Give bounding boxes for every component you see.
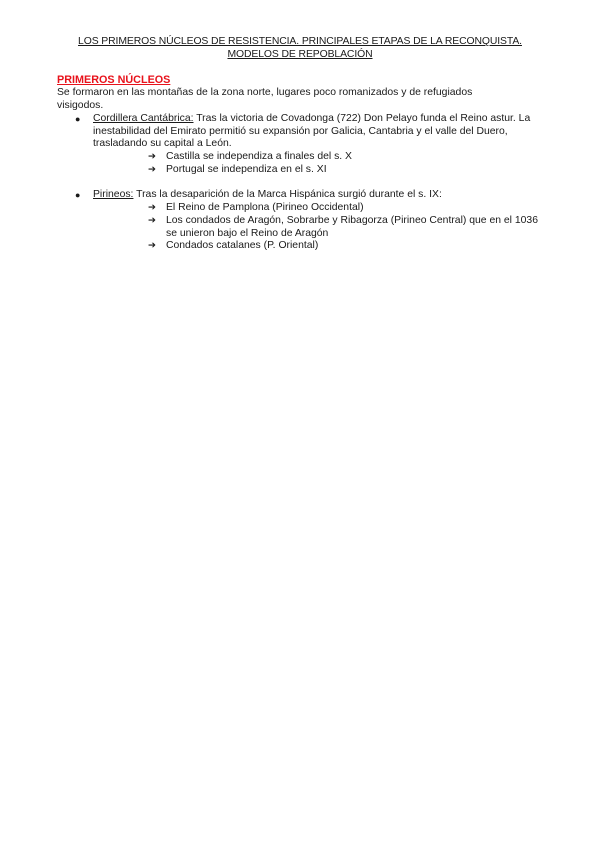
bullet-body: Tras la victoria de Covadonga (722) Don Pelayo funda el Reino astur. La inestabilidad del Emirato permitió su expansión por Galicia, Cantabria y el valle del Duero, trasladando su capital a León. <box>93 113 531 149</box>
bullet-text <box>93 113 548 151</box>
bullet-dot-icon: ● <box>75 190 81 200</box>
arrow-right-icon: ➔ <box>148 240 156 251</box>
bullet-body: Tras la desaparición de la Marca Hispánica surgió durante el s. IX: <box>133 189 442 200</box>
bullet-label: Pirineos: <box>93 189 134 200</box>
subitem-text: El Reino de Pamplona (Pirineo Occidental) <box>166 202 364 213</box>
subitem-text: Condados catalanes (P. Oriental) <box>166 240 319 251</box>
subitem-text: Los condados de Aragón, Sobrarbe y Ribagorza (Pirineo Central) que en el 1036 se unieron bajo el Reino de Aragón <box>166 215 538 239</box>
bullet-label: Cordillera Cantábrica: <box>93 113 194 124</box>
subitem-text: Castilla se independiza a finales del s. X <box>166 151 352 162</box>
section-heading: PRIMEROS NÚCLEOS <box>57 74 171 86</box>
arrow-right-icon: ➔ <box>148 202 156 213</box>
document-title-line-1: LOS PRIMEROS NÚCLEOS DE RESISTENCIA. PRINCIPALES ETAPAS DE LA RECONQUISTA. <box>78 36 522 47</box>
arrow-right-icon: ➔ <box>148 164 156 175</box>
document-title <box>40 36 560 61</box>
subitem-text: Portugal se independiza en el s. XI <box>166 164 327 175</box>
arrow-right-icon: ➔ <box>148 215 156 226</box>
intro-paragraph: Se formaron en las montañas de la zona norte, lugares poco romanizados y de refugiados visigodos. <box>57 87 473 111</box>
bullet-dot-icon: ● <box>75 114 81 124</box>
bullet-text <box>93 189 548 202</box>
document-title-line-2: MODELOS DE REPOBLACIÓN <box>227 48 373 60</box>
arrow-right-icon: ➔ <box>148 151 156 162</box>
